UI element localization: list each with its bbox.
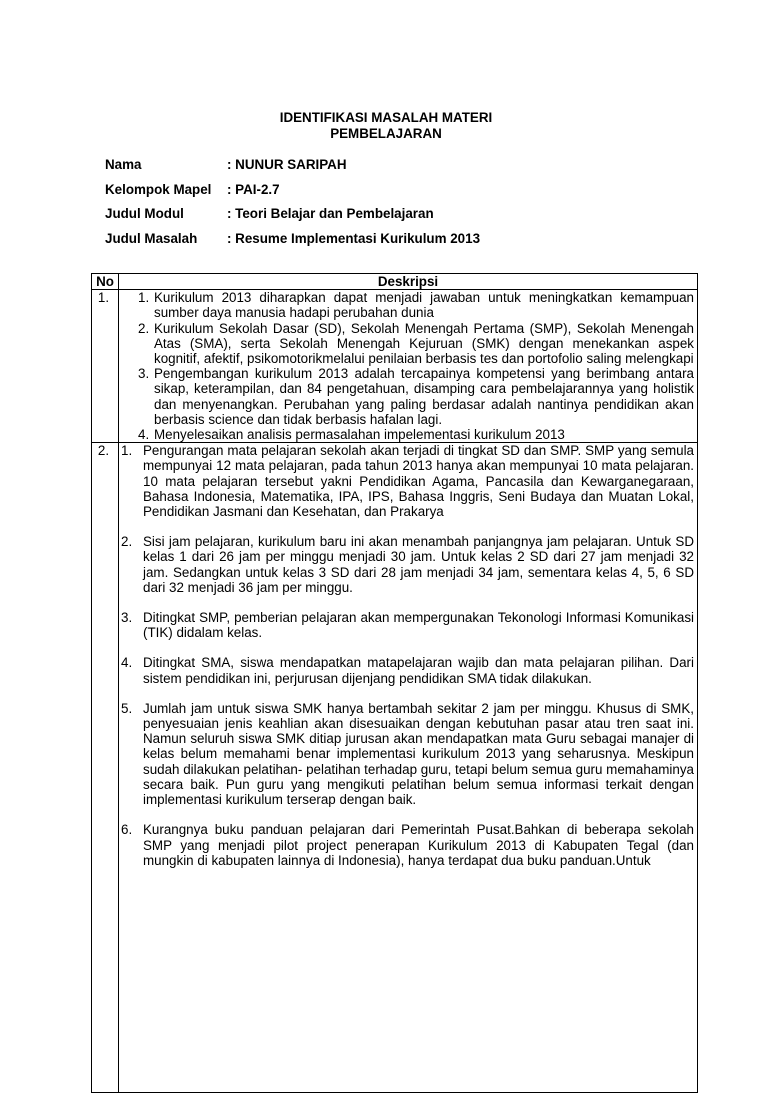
- item-text: Ditingkat SMA, siswa mendapatkan matapelajaran wajib dan mata pelajaran pilihan. Dari sistem pendidikan ini, perjurusan dijenjang pendidikan SMA tidak dilakukan.: [143, 655, 694, 686]
- list-item: [119, 534, 697, 595]
- description-list: [119, 443, 697, 868]
- info-value: : PAI-2.7: [227, 181, 280, 197]
- row-description: [119, 443, 698, 1093]
- title-line-2: PEMBELAJARAN: [330, 126, 442, 141]
- item-text: Kurangnya buku panduan pelajaran dari Pemerintah Pusat.Bahkan di beberapa sekolah SMP yang menjadi pilot project penerapan Kurikulum 2013 di Kabupaten Tegal (dan mungkin di kabupaten lainnya di Indonesia), hanya terdapat dua buku panduan.Untuk: [143, 822, 694, 868]
- info-value: : Resume Implementasi Kurikulum 2013: [227, 230, 481, 246]
- info-value: : Teori Belajar dan Pembelajaran: [227, 206, 434, 221]
- document-title: [0, 110, 768, 142]
- info-label: Nama: [105, 157, 142, 172]
- item-number: 3.: [121, 610, 133, 626]
- item-number: 2.: [121, 534, 133, 550]
- description-list: [119, 290, 697, 442]
- info-value: : NUNUR SARIPAH: [227, 157, 347, 172]
- row-number: 1.: [92, 290, 119, 443]
- item-text: Pengurangan mata pelajaran sekolah akan terjadi di tingkat SD dan SMP. SMP yang semula mempunyai 12 mata pelajaran, pada tahun 2013 hanya akan mempunyai 10 mata pelajaran. 10 mata pelajaran tersebut yakni Pendidikan Agama, Pancasila dan Kewarganegaraan, Bahasa Indonesia, Matematika, IPA, IPS, Bahasa Inggris, Seni Budaya dan Muatan Lokal, Pendidikan Jasmani dan Kesehatan, dan Prakarya: [143, 443, 694, 520]
- item-text: Kurikulum 2013 diharapkan dapat menjadi jawaban untuk meningkatkan kemampuan sumber daya manusia hadapi perubahan dunia: [154, 290, 694, 321]
- info-label: Kelompok Mapel: [105, 181, 212, 197]
- list-item: [119, 822, 697, 868]
- item-text: Pengembangan kurikulum 2013 adalah tercapainya kompetensi yang berimbang antara sikap, keterampilan, dan 84 pengetahuan, disamping cara pembelajarannya yang holistik dan menyenangkan. Perubahan yang paling berdasar adalah nantinya pendidikan akan berbasis science dan tidak berbasis hafalan lagi.: [154, 366, 694, 427]
- item-number: 4.: [121, 655, 133, 671]
- title-line-1: IDENTIFIKASI MASALAH MATERI: [279, 110, 493, 125]
- item-number: 2.: [138, 320, 150, 336]
- list-item: [119, 427, 697, 442]
- item-number: 6.: [121, 822, 133, 838]
- description-table: [91, 273, 698, 1093]
- header-no: No: [92, 274, 119, 290]
- info-row-judul-modul: [105, 206, 480, 231]
- list-item: [119, 701, 697, 807]
- item-number: 5.: [121, 700, 133, 716]
- list-item: [119, 655, 697, 685]
- item-text: Jumlah jam untuk siswa SMK hanya bertambah sekitar 2 jam per minggu. Khusus di SMK, penyesuaian jenis keahlian akan disesuaikan dengan kebutuhan pasar atau tren saat ini. Namun seluruh siswa SMK ditiap jurusan akan mendapatkan mata Guru sebagai manajer di kelas belum memahami benar implementasi kurikulum 2013 yang seharusnya. Meskipun sudah dilakukan pelatihan- pelatihan terhadap guru, tetapi belum semua guru memahaminya secara baik. Pun guru yang mengikuti pelatihan belum semua informasi terkait dengan implementasi kurikulum terserap dengan baik.: [143, 700, 694, 808]
- item-number: 3.: [138, 366, 150, 382]
- table-row: [92, 443, 698, 1093]
- info-label: Judul Modul: [105, 206, 184, 221]
- list-item: [119, 443, 697, 519]
- table-row: [92, 290, 698, 443]
- list-item: [119, 610, 697, 640]
- header-deskripsi: Deskripsi: [119, 274, 698, 290]
- row-description-clip: [119, 443, 697, 1092]
- info-row-judul-masalah: [105, 231, 480, 256]
- info-label: Judul Masalah: [105, 230, 198, 246]
- item-text: Ditingkat SMP, pemberian pelajaran akan mempergunakan Tekonologi Informasi Komunikasi (TIK) didalam kelas.: [143, 610, 694, 641]
- item-number: 1.: [138, 290, 150, 306]
- item-text: Menyelesaikan analisis permasalahan impelementasi kurikulum 2013: [154, 427, 565, 443]
- row-description: [119, 290, 698, 443]
- list-item: [119, 290, 697, 320]
- item-text: Kurikulum Sekolah Dasar (SD), Sekolah Menengah Pertama (SMP), Sekolah Menengah Atas (SMA), serta Sekolah Menengah Kejuruan (SMK) dengan menekankan aspek kognitif, afektif, psikomotorikmelalui penilaian berbasis tes dan portofolio saling melengkapi: [154, 320, 694, 367]
- item-number: 4.: [138, 427, 150, 443]
- table-header-row: [92, 274, 698, 290]
- list-item: [119, 321, 697, 367]
- item-text: Sisi jam pelajaran, kurikulum baru ini akan menambah panjangnya jam pelajaran. Untuk SD kelas 1 dari 26 jam per minggu menjadi 30 jam. Untuk kelas 2 SD dari 27 jam menjadi 32 jam. Sedangkan untuk kelas 3 SD dari 28 jam menjadi 34 jam, sementara kelas 4, 5, 6 SD dari 32 menjadi 36 jam per minggu.: [143, 534, 694, 595]
- info-row-nama: [105, 157, 480, 182]
- item-number: 1.: [121, 443, 133, 459]
- identity-block: [105, 157, 480, 255]
- list-item: [119, 366, 697, 427]
- row-number: 2.: [92, 443, 119, 1093]
- info-row-kelompok-mapel: [105, 182, 480, 207]
